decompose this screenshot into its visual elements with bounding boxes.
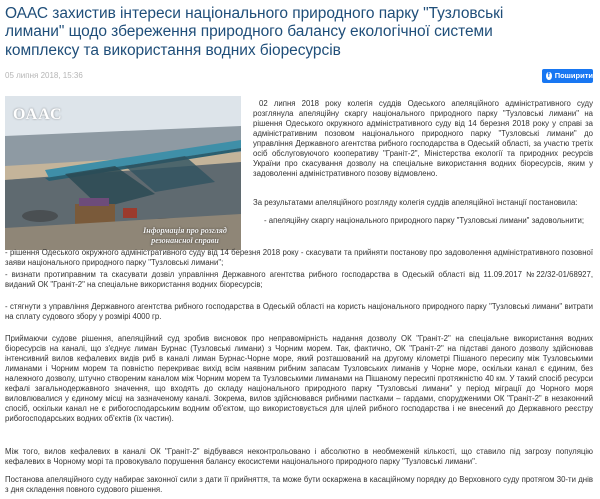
result-heading: За результатами апеляційного розгляду колегія суддів апеляційної інстанції постановила:	[253, 198, 578, 207]
reasoning-paragraph: Приймаючи судове рішення, апеляційний суд зробив висновок про неправомірність надання дозволу ОК "Граніт-2" на спеціальне використання водних біоресурсів на каналі, що з'єднує лиман Бурнас (Тузловські лимани) з Чорним морем. Так, фактично, ОК "Граніт-2" на підставі даного дозволу здійснював інтенсивний вилов кефалевих видів риб в каналі лиман Бурнас-Чорне море, який розташований на другому кілометрі Пішаного пересипу між Тузловськими лиманами і Чорним морем та повністю перекриває вихід всім наявним рибним запасам Тузловських лиманів у Чорне море, оскільки канал є єдиним, без належного дозволу, штучно створеним каналом між Чорним морем та Тузловськими лиманами на Пішаному пересипі протяжністю 40 км. У такий спосіб ресурси кефалі загальнодержавного значення, що входять до складу національного природного парку "Тузловські лимани" у період міграції до Чорного моря виловлювалися у єдиному місці на зазначеному каналі. Зокрема, вилов здійснювався рибними пастками – гардами, спорудженими ОК "Граніт-2" в незаконний спосіб, оскільки канал не є рибогосподарським водним об'єктом, що використовується для цілей рибного господарства і не внесений до Державного реєстру рибогосподарських водних об'єктів (їх частин).	[5, 334, 593, 423]
ruling-item-cancel-permit: - визнати протиправним та скасувати дозвіл управління Державного агентства рибного господарства в Одеській області від 11.09.2017 №22/32-01/68927, виданий ОК "Граніт-2" на спеціальне використання водних біоресурсів;	[5, 270, 593, 289]
intro-paragraph: 02 липня 2018 року колегія суддів Одеського апеляційного адміністративного суду розглянула апеляційну скаргу національного природного парку "Тузловські лимани" на рішення Одеського окружного адміністративного суду від 14 березня 2018 року у справі за адміністративним позовом національного природного парку "Тузловські лимани" до управління Державного агентства рибного господарства в Одеській області, за участю третіх осіб обслуговуючого кооперативу "Граніт-2", Міністерства екології та природних ресурсів України про скасування дозволу на спеціальне використання водних біоресурсів, яким у задоволенні адміністративного позову відмовлено.	[253, 99, 593, 178]
appeal-paragraph: Постанова апеляційного суду набирає законної сили з дати її прийняття, та може бути оскаржена в касаційному порядку до Верховного суду протягом 30-ти днів з дня складення повного судового рішення.	[5, 475, 593, 494]
facebook-icon: f	[547, 72, 551, 79]
ruling-item-cancel-decision: - рішення Одеського окружного адміністративного суду від 14 березня 2018 року - скасувати та прийняти постанову про задоволення адміністративного позовної заяви національного природного парку "Тузловські лимани";	[5, 248, 593, 267]
ruling-item-court-fee: - стягнути з управління Державного агентства рибного господарства в Одеській області на користь національного природного парку "Тузловські лимани" витрати на сплату судового збору у розмірі 4000 гр.	[5, 302, 593, 321]
share-button[interactable]	[542, 69, 593, 83]
article-title: ОААС захистив інтереси національного природного парку "Тузловські лимани" щодо збереження природного балансу екологічної системи комплексу та використання водних біоресурсів	[5, 5, 504, 59]
court-logo: ОААС	[13, 106, 63, 123]
photo-caption: Інформація про розгляд резонансної справи	[143, 226, 227, 245]
article-photo	[5, 96, 241, 250]
ruling-item-appeal: - апеляційну скаргу національного природного парку "Тузловські лимани" задовольнити;	[264, 216, 584, 225]
share-button-label: Поширити	[554, 71, 593, 80]
article-date: 05 липня 2018, 15:36	[5, 71, 83, 80]
fishing-paragraph: Між тогo, вилов кефалевих в каналі ОК "Граніт-2" відбувався неконтрольовано і абсолютно в необмеженій кількості, що ставило під загрозу популяцію кефалевих в Чорному морі та провокувало порушення балансу екосистеми національного природного парку "Тузловські лимани".	[5, 447, 593, 466]
